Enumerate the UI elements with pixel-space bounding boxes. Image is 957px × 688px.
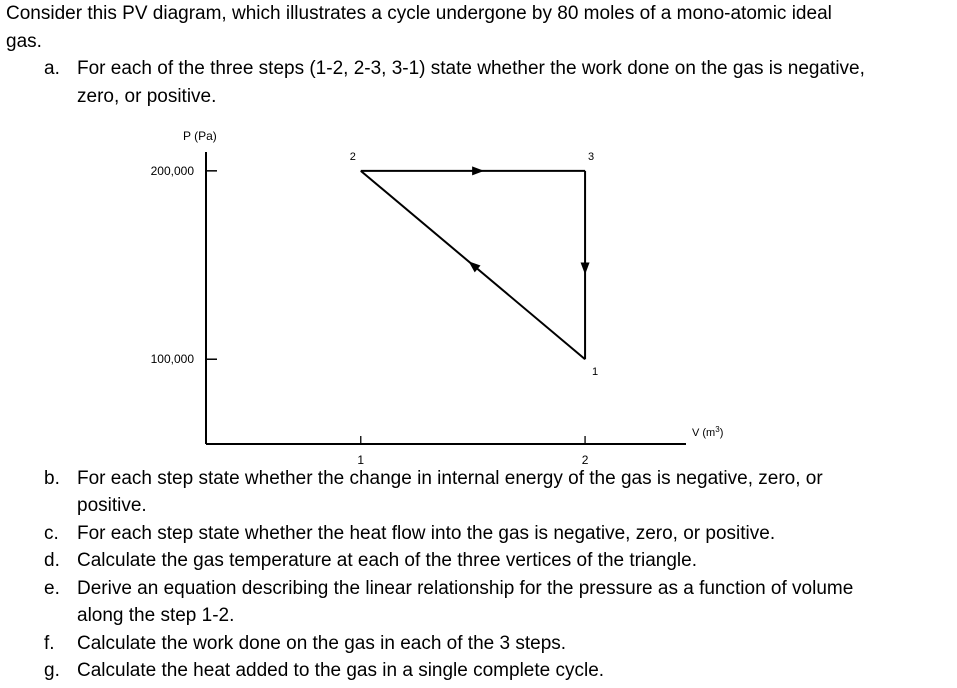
part-g-letter: g. bbox=[44, 660, 60, 681]
part-c-line-1: For each step state whether the heat flow into the gas is negative, zero, or positive. bbox=[77, 523, 776, 544]
cycle-group bbox=[350, 151, 598, 378]
y-tick-label: 200,000 bbox=[150, 163, 194, 178]
part-f-letter: f. bbox=[44, 633, 55, 654]
x-tick-label: 1 bbox=[357, 453, 365, 467]
intro-line-2: gas. bbox=[6, 31, 42, 52]
part-g-line-1: Calculate the heat added to the gas in a single complete cycle. bbox=[77, 660, 605, 681]
arrow-icon bbox=[472, 166, 484, 175]
part-e-line-2: along the step 1-2. bbox=[77, 605, 235, 626]
axes bbox=[206, 152, 686, 444]
part-b-letter: b. bbox=[44, 468, 60, 489]
arrow-icon bbox=[581, 262, 590, 274]
x-tick-label: 2 bbox=[581, 453, 589, 467]
part-b-line-2: positive. bbox=[77, 495, 147, 516]
x-axis-label: V $(m^3)$ bbox=[692, 425, 724, 439]
intro-line-1: Consider this PV diagram, which illustrates a cycle undergone by 80 moles of a mono-atomic ideal bbox=[6, 3, 832, 24]
part-a-letter: a. bbox=[44, 58, 60, 79]
part-c-letter: c. bbox=[44, 523, 59, 544]
point-label: 3 bbox=[588, 150, 595, 163]
part-e-letter: e. bbox=[44, 578, 60, 599]
part-b-line-1: For each step state whether the change in internal energy of the gas is negative, zero, or bbox=[77, 468, 823, 489]
point-label: 1 bbox=[592, 366, 599, 379]
part-a-line-1: For each of the three steps (1-2, 2-3, 3-1) state whether the work done on the gas is negative, bbox=[77, 58, 865, 79]
part-e-line-1: Derive an equation describing the linear relationship for the pressure as a function of volume bbox=[77, 578, 854, 599]
part-f-line-1: Calculate the work done on the gas in each of the 3 steps. bbox=[77, 633, 567, 654]
tick-group bbox=[151, 164, 589, 467]
point-label: 2 bbox=[349, 150, 356, 163]
y-axis-label: P (Pa) bbox=[183, 129, 217, 143]
part-d-line-1: Calculate the gas temperature at each of the three vertices of the triangle. bbox=[77, 550, 697, 571]
part-a-line-2: zero, or positive. bbox=[77, 86, 217, 107]
part-d-letter: d. bbox=[44, 550, 60, 571]
y-tick-label: 100,000 bbox=[150, 352, 194, 367]
